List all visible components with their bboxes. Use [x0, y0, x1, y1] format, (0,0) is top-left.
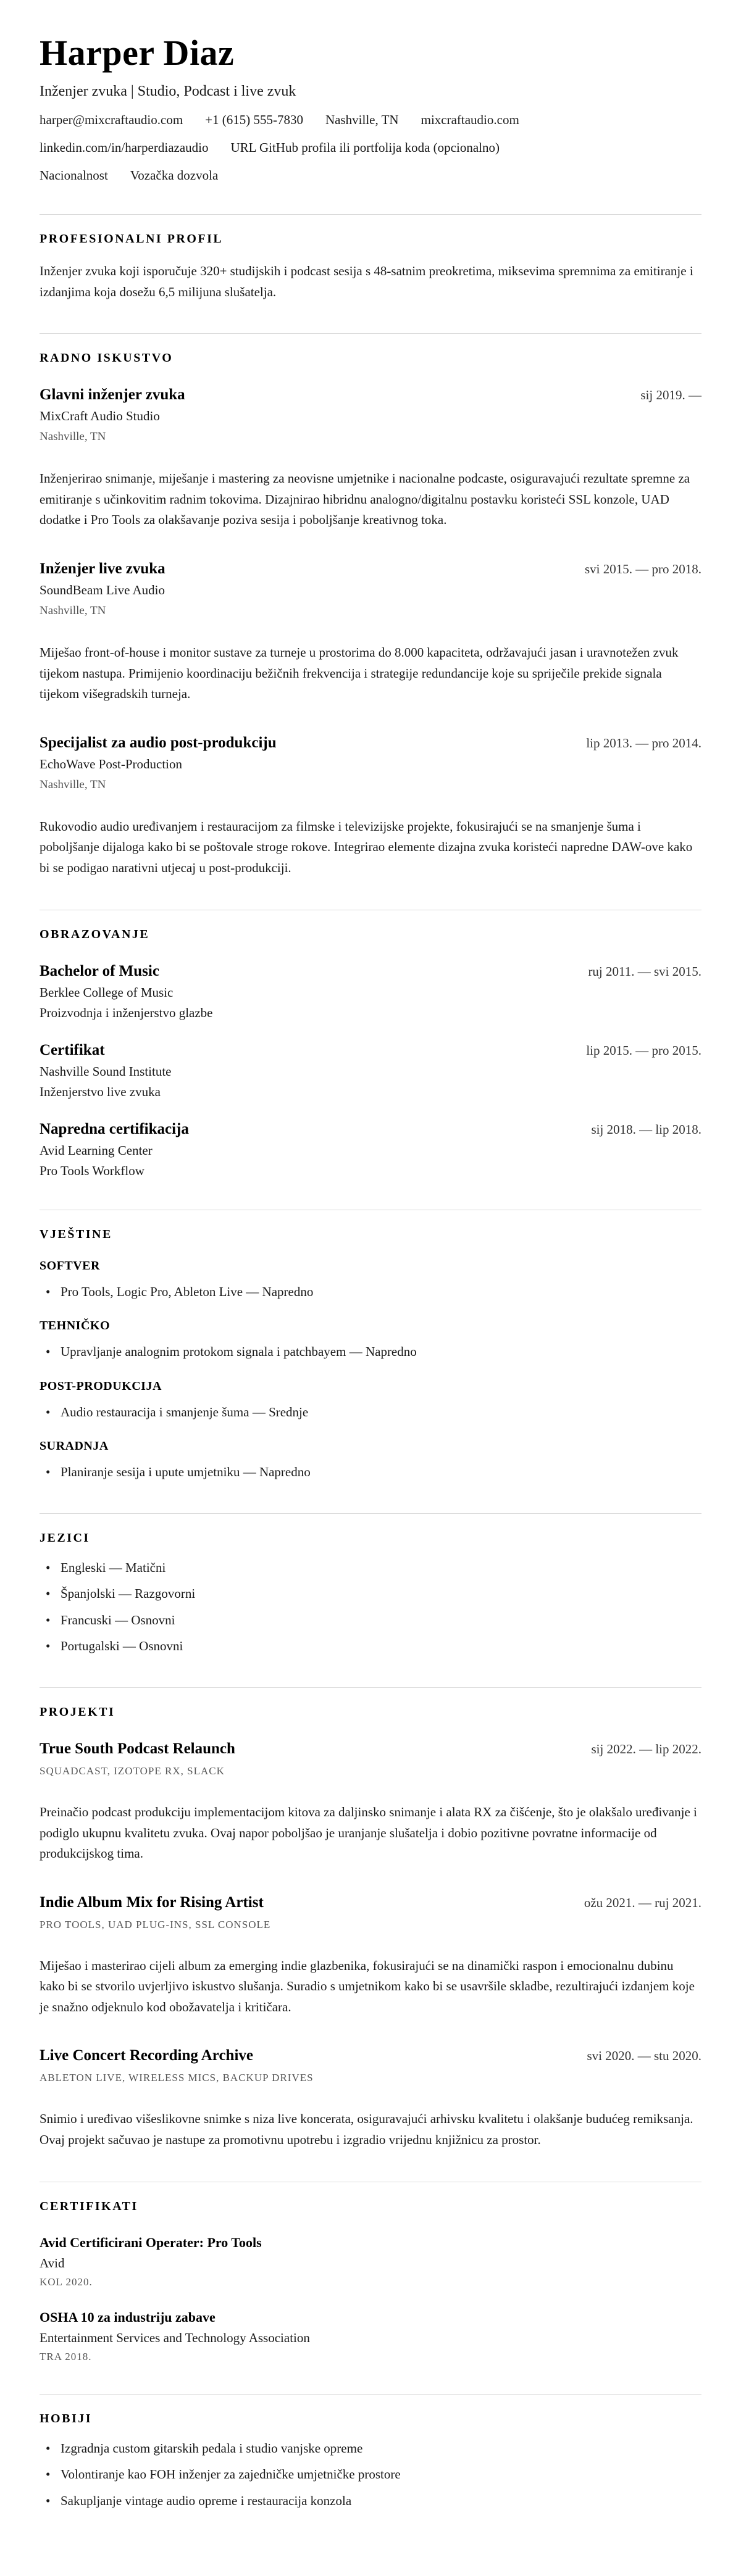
skill-list — [40, 1282, 701, 1302]
section-projects — [40, 1687, 701, 2151]
contact-row-1 — [40, 112, 701, 128]
job-location: Nashville, TN — [40, 778, 106, 791]
language-list — [40, 1558, 701, 1656]
skill-group-name: SURADNJA — [40, 1439, 109, 1453]
project-entry-head — [40, 2047, 701, 2064]
skill-group — [40, 1259, 701, 1302]
profile-text: Inženjer zvuka koji isporučuje 320+ studijskih i podcast sesija s 48-satnim preokretima, miksevima spremnima za emitiranje i izdanjima koja dosežu 6,5 milijuna slušatelja. — [40, 264, 693, 299]
resume-header — [40, 32, 701, 183]
section-languages — [40, 1513, 701, 1656]
education-dates: sij 2018. — lip 2018. — [591, 1121, 701, 1137]
hobby-item: • Volontiranje kao FOH inženjer za zajedničke umjetničke prostore — [40, 2464, 701, 2485]
education-entry — [40, 1042, 701, 1100]
job-entry — [40, 560, 701, 705]
hobby-item: • Izgradnja custom gitarskih pedala i studio vanjske opreme — [40, 2438, 701, 2459]
education-entry — [40, 963, 701, 1021]
certification-date: TRA 2018. — [40, 2350, 92, 2362]
skill-group — [40, 1379, 701, 1423]
job-role: Specijalist za audio post-produkciju — [40, 734, 277, 751]
job-dates: sij 2019. — — [640, 388, 701, 403]
education-school: Nashville Sound Institute — [40, 1063, 172, 1079]
skill-list — [40, 1342, 701, 1362]
education-field: Pro Tools Workflow — [40, 1163, 144, 1178]
certification-name: Avid Certificirani Operater: Pro Tools — [40, 2234, 262, 2250]
section-title-hobbies: HOBIJI — [40, 2411, 93, 2425]
section-title-education: OBRAZOVANJE — [40, 927, 150, 941]
section-title-skills: VJEŠTINE — [40, 1227, 112, 1241]
project-dates: svi 2020. — stu 2020. — [587, 2048, 701, 2064]
education-entry-head — [40, 963, 701, 980]
project-tools: PRO TOOLS, UAD PLUG-INS, SSL CONSOLE — [40, 1918, 271, 1930]
education-degree: Napredna certifikacija — [40, 1120, 189, 1137]
resume-name: Harper Diaz — [40, 33, 235, 73]
language-item: • Portugalski — Osnovni — [40, 1636, 701, 1656]
project-dates: ožu 2021. — ruj 2021. — [584, 1895, 701, 1910]
project-tools: SQUADCAST, IZOTOPE RX, SLACK — [40, 1764, 225, 1777]
project-description: Snimio i uređivao višeslikovne snimke s niza live koncerata, osiguravajući arhivsku kvalitetu i olakšanje budućeg remiksanja. Ovaj projekt sačuvao je nastupe za promotivnu upotrebu i izgradio vrijednu knjižnicu za prostor. — [40, 2111, 693, 2148]
skill-item: • Upravljanje analognim protokom signala i patchbayem — Napredno — [40, 1342, 701, 1362]
contact-row-3 — [40, 168, 701, 183]
job-location: Nashville, TN — [40, 604, 106, 617]
language-item: • Francuski — Osnovni — [40, 1610, 701, 1631]
project-entry — [40, 1740, 701, 1864]
job-entry-head — [40, 734, 701, 752]
section-title-languages: JEZICI — [40, 1531, 90, 1545]
education-school: Berklee College of Music — [40, 984, 174, 1000]
project-entry-head — [40, 1894, 701, 1911]
contact-driving-license: Vozačka dozvola — [130, 168, 219, 183]
contact-nationality: Nacionalnost — [40, 168, 108, 183]
job-description: Inženjerirao snimanje, miješanje i mastering za neovisne umjetnike i nacionalne podcaste, osiguravajući rezultate spremne za emitiranje s učinkovitim radnim tokovima. Dizajnirao hibridnu analogno/digitalnu postavku koristeći SSL konzole, UAD dodatke i Pro Tools za olakšavanje poziva sesija i poboljšanje kreativnog toka. — [40, 471, 690, 528]
contact-location: Nashville, TN — [325, 112, 399, 127]
skill-group-name: SOFTVER — [40, 1258, 100, 1273]
skill-group-name: POST-PRODUKCIJA — [40, 1379, 162, 1393]
job-dates: svi 2015. — pro 2018. — [585, 561, 701, 576]
skill-item: • Planiranje sesija i upute umjetniku — Napredno — [40, 1462, 701, 1482]
project-entry — [40, 1894, 701, 2018]
job-description: Rukovodio audio uređivanjem i restauracijom za filmske i televizijske projekte, fokusirajući se na smanjenje šuma i poboljšanje dijaloga kako bi se poštovale stroge rokove. Integrirao elemente dizajna zvuka koristeći napredne DAW-ove kako bi se podigao narativni utjecaj u post-produkciji. — [40, 818, 693, 875]
education-dates: lip 2015. — pro 2015. — [586, 1042, 701, 1058]
section-hobbies — [40, 2394, 701, 2511]
job-company: EchoWave Post-Production — [40, 756, 183, 771]
project-name: Indie Album Mix for Rising Artist — [40, 1893, 264, 1911]
project-entry-head — [40, 1740, 701, 1758]
contact-linkedin: linkedin.com/in/harperdiazaudio — [40, 140, 209, 155]
job-entry — [40, 386, 701, 531]
job-role: Inženjer live zvuka — [40, 560, 165, 577]
project-entry — [40, 2047, 701, 2150]
contact-email: harper@mixcraftaudio.com — [40, 112, 183, 127]
project-name: Live Concert Recording Archive — [40, 2047, 253, 2064]
section-title-experience: RADNO ISKUSTVO — [40, 351, 174, 365]
contact-phone: +1 (615) 555-7830 — [205, 112, 303, 127]
section-certifications — [40, 2182, 701, 2363]
education-dates: ruj 2011. — svi 2015. — [588, 963, 701, 979]
skill-list — [40, 1462, 701, 1482]
skill-list — [40, 1402, 701, 1423]
certification-date: KOL 2020. — [40, 2275, 93, 2288]
job-description: Miješao front-of-house i monitor sustave za turneje u prostorima do 8.000 kapaciteta, održavajući jasan i uravnotežen zvuk tijekom nastupa. Primijenio koordinaciju bežičnih frekvencija i strategije redundancije koje su spriječile prekide signala tijekom višegradskih turneja. — [40, 644, 679, 702]
contact-website: mixcraftaudio.com — [421, 112, 519, 127]
job-entry — [40, 734, 701, 879]
skill-group — [40, 1439, 701, 1482]
education-field: Proizvodnja i inženjerstvo glazbe — [40, 1005, 213, 1020]
section-skills — [40, 1210, 701, 1482]
education-entry-head — [40, 1042, 701, 1059]
section-profile — [40, 214, 701, 302]
education-entry — [40, 1121, 701, 1179]
skill-group — [40, 1319, 701, 1362]
job-role: Glavni inženjer zvuka — [40, 386, 185, 404]
education-field: Inženjerstvo live zvuka — [40, 1084, 161, 1099]
job-entry-head — [40, 560, 701, 578]
education-degree: Bachelor of Music — [40, 962, 159, 979]
certification-issuer: Avid — [40, 2255, 65, 2271]
resume-tagline: Inženjer zvuka | Studio, Podcast i live zvuk — [40, 83, 296, 99]
job-location: Nashville, TN — [40, 430, 106, 444]
language-item: • Španjolski — Razgovorni — [40, 1584, 701, 1604]
project-tools: ABLETON LIVE, WIRELESS MICS, BACKUP DRIVES — [40, 2072, 314, 2084]
section-title-profile: PROFESIONALNI PROFIL — [40, 232, 224, 246]
education-entry-head — [40, 1121, 701, 1138]
contact-github-placeholder: URL GitHub profila ili portfolija koda (opcionalno) — [230, 140, 500, 155]
education-degree: Certifikat — [40, 1041, 105, 1058]
hobby-item: • Sakupljanje vintage audio opreme i restauracija konzola — [40, 2491, 701, 2511]
certification-entry — [40, 2309, 701, 2363]
certification-issuer: Entertainment Services and Technology Association — [40, 2330, 310, 2345]
project-description: Preinačio podcast produkciju implementacijom kitova za daljinsko snimanje i alata RX za čišćenje, što je olakšalo uređivanje i podiglo ukupnu kvalitetu zvuka. Ovaj napor poboljšao je uranjanje slušatelja i dobio pozitivne povratne informacije od produkcijskog tima. — [40, 1804, 697, 1861]
section-title-certifications: CERTIFIKATI — [40, 2199, 138, 2213]
skill-item: • Pro Tools, Logic Pro, Ableton Live — Napredno — [40, 1282, 701, 1302]
skill-group-name: TEHNIČKO — [40, 1319, 111, 1333]
certification-name: OSHA 10 za industriju zabave — [40, 2309, 216, 2325]
section-title-projects: PROJEKTI — [40, 1705, 115, 1719]
job-company: SoundBeam Live Audio — [40, 582, 165, 597]
job-entry-head — [40, 386, 701, 404]
language-item: • Engleski — Matični — [40, 1558, 701, 1578]
skill-item: • Audio restauracija i smanjenje šuma — Srednje — [40, 1402, 701, 1423]
project-description: Miješao i masterirao cijeli album za emerging indie glazbenika, fokusirajući se na dinamički raspon i emocionalnu dubinu kako bi se stvorilo uvjerljivo iskustvo slušanja. Suradio s umjetnikom kako bi se usavršile skladbe, rezultirajući izdanjem koje je snažno odjeknulo kod obožavatelja i kritičara. — [40, 1958, 695, 2014]
project-name: True South Podcast Relaunch — [40, 1740, 235, 1757]
project-dates: sij 2022. — lip 2022. — [591, 1741, 701, 1756]
hobby-list — [40, 2438, 701, 2511]
education-school: Avid Learning Center — [40, 1142, 153, 1158]
section-education — [40, 910, 701, 1179]
job-dates: lip 2013. — pro 2014. — [586, 735, 701, 750]
job-company: MixCraft Audio Studio — [40, 409, 160, 424]
contact-row-2 — [40, 140, 701, 156]
section-experience — [40, 333, 701, 878]
certification-entry — [40, 2235, 701, 2288]
